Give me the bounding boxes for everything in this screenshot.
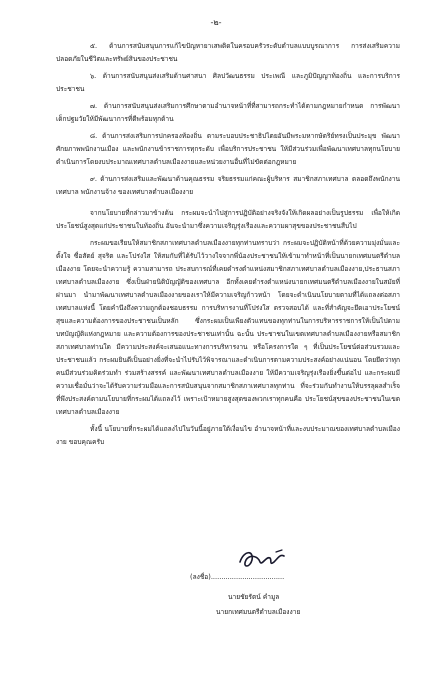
signer-name: นายชัยรัตน์ คำมูล bbox=[228, 593, 280, 601]
conclusion-paragraph: จากนโยบายที่กล่าวมาข้างต้น กระผมจะนำไปสู่การปฏิบัติอย่างจริงจังให้เกิดผลอย่างเป็นรูปธรรม เพื่อให้เกิดประโยชน์สูงสุดแก่ประชาชนในท้องถิ่น อันจะนำมาซึ่งความเจริญรุ่งเรืองและความผาสุขของประชาชนสืบไป bbox=[56, 209, 400, 230]
policy-item-6: ๖. ด้านการสนับสนุนส่งเสริมด้านศาสนา ศิลปวัฒนธรรม ประเพณี และภูมิปัญญาท้องถิ่น และการบริการประชาชน bbox=[56, 72, 400, 93]
document-body bbox=[56, 40, 400, 453]
policy-item-8: ๘. ด้านการส่งเสริมการปกครองท้องถิ่น ตามระบอบประชาธิปไตยอันมีพระมหากษัตริย์ทรงเป็นประมุข พัฒนาศักยภาพพนักงานเมือง และพนักงานข้าราชการทุกระดับ เพื่อบริการประชาชน ให้มีส่วนร่วมเพื่อพัฒนาเทศบาลทุกนโยบาย ดำเนินการโดยงบประมาณเทศบาลตำบลเมืองงายและหน่วยงานอื่นที่ไม่ขัดต่อกฎหมาย bbox=[56, 132, 400, 166]
signature-label: (ลงชื่อ)................................... bbox=[190, 573, 285, 581]
policy-item-5: ๕. ด้านการสนับสนุนการแก้ไขปัญหายาเสพติดในครอบครัวระดับตำบลแบบบูรณาการ การส่งเสริมความปลอดภัยในชีวิตและทรัพย์สินของประชาชน bbox=[56, 42, 400, 63]
policy-item-7: ๗. ด้านการสนับสนุนส่งเสริมการศึกษาตามอำนาจหน้าที่ที่สามารถกระทำได้ตามกฎหมายกำหนด การพัฒนาเด็กปฐมวัยให้มีพัฒนาการที่ดีพร้อมทุกด้าน bbox=[56, 102, 400, 123]
page-number: -๒- bbox=[210, 18, 222, 27]
handwritten-signature bbox=[236, 546, 296, 572]
signer-title: นายกเทศมนตรีตำบลเมืองงาย bbox=[216, 608, 301, 616]
closing-paragraph: ทั้งนี้ นโยบายที่กระผมได้แถลงไปในวันนี้อยู่ภายใต้เงื่อนไข อำนาจหน้าที่และงบประมาณของเทศบาลตำบลเมืองงาย ขอบคุณครับ bbox=[56, 425, 400, 446]
policy-item-9: ๙. ด้านการส่งเสริมและพัฒนาด้านคุณธรรม จริยธรรมแก่คณะผู้บริหาร สมาชิกสภาเทศบาล ตลอดถึงพนักงานเทศบาล พนักงานจ้าง ของเทศบาลตำบลเมืองงาย bbox=[56, 175, 400, 196]
commitment-paragraph: กระผมขอเรียนให้สมาชิกสภาเทศบาลตำบลเมืองงายทุกท่านทราบว่า กระผมจะปฏิบัติหน้าที่ด้วยความมุ่งมั่นและตั้งใจ ซื่อสัตย์ สุจริต และโปร่งใส ให้สมกับที่ได้รับไว้วางใจจากพี่น้องประชาชนให้เข้ามาทำหน้าที่เป็นนายกเทศมนตรีตำบลเมืองงาย โดยจะนำความรู้ ความสามารถ ประสบการณ์ที่เคยดำรงตำแหน่งสมาชิกสภาเทศบาลตำบลเมืองงาย,ประธานสภาเทศบาลตำบลเมืองงาย ซึ่งเป็นฝ่ายนิติบัญญัติของเทศบาล อีกทั้งเคยดำรงตำแหน่งนายกเทศมนตรีตำบลเมืองงายในสมัยที่ผ่านมา นำมาพัฒนาเทศบาลตำบลเมืองงายของเราให้มีความเจริญก้าวหน้า โดยจะดำเนินนโยบายตามที่ได้แถลงต่อสภาเทศบาลแห่งนี้ โดยคำนึงถึงความถูกต้องชอบธรรม การบริหารงานที่โปร่งใส ตรวจสอบได้ และที่สำคัญจะยึดเอาประโยชน์สุขและความต้องการของประชาชนเป็นหลัก ซึ่งกระผมเป็นเพียงตัวแทนของทุกท่านในการบริหารราชการให้เป็นไปตามบทบัญญัติแห่งกฎหมาย และความต้องการของประชาชนเท่านั้น ฉะนั้น ประชาชนในเขตเทศบาลตำบลเมืองงายหรือสมาชิกสภาเทศบาลท่านใด มีความประสงค์จะเสนอแนะทางการบริหารงาน หรือโครงการใด ๆ ที่เป็นประโยชน์ต่อส่วนรวมและประชาชนแล้ว กระผมยินดีเป็นอย่างยิ่งที่จะนำไปรับไว้พิจารณาและดำเนินการตามความประสงค์อย่างแน่นอน โดยยึดว่าทุกคนมีส่วนร่วมคิดร่วมทำ ร่วมสร้างสรรค์ และพัฒนาเทศบาลตำบลเมืองงาย ให้มีความเจริญรุ่งเรืองยิ่งขึ้นต่อไป และกระผมมีความเชื่อมั่นว่าจะได้รับความร่วมมือและการสนับสนุนจากสมาชิกสภาเทศบาลทุกท่าน ที่จะร่วมกันทำงานให้บรรลุผลสำเร็จที่พึงประสงค์ตามนโยบายที่กระผมได้แถลงไว้ เพราะเป้าหมายสูงสุดของพวกเราทุกคนคือ ประโยชน์สุขของประชาชนในเขตเทศบาลตำบลเมืองงาย bbox=[56, 239, 400, 416]
